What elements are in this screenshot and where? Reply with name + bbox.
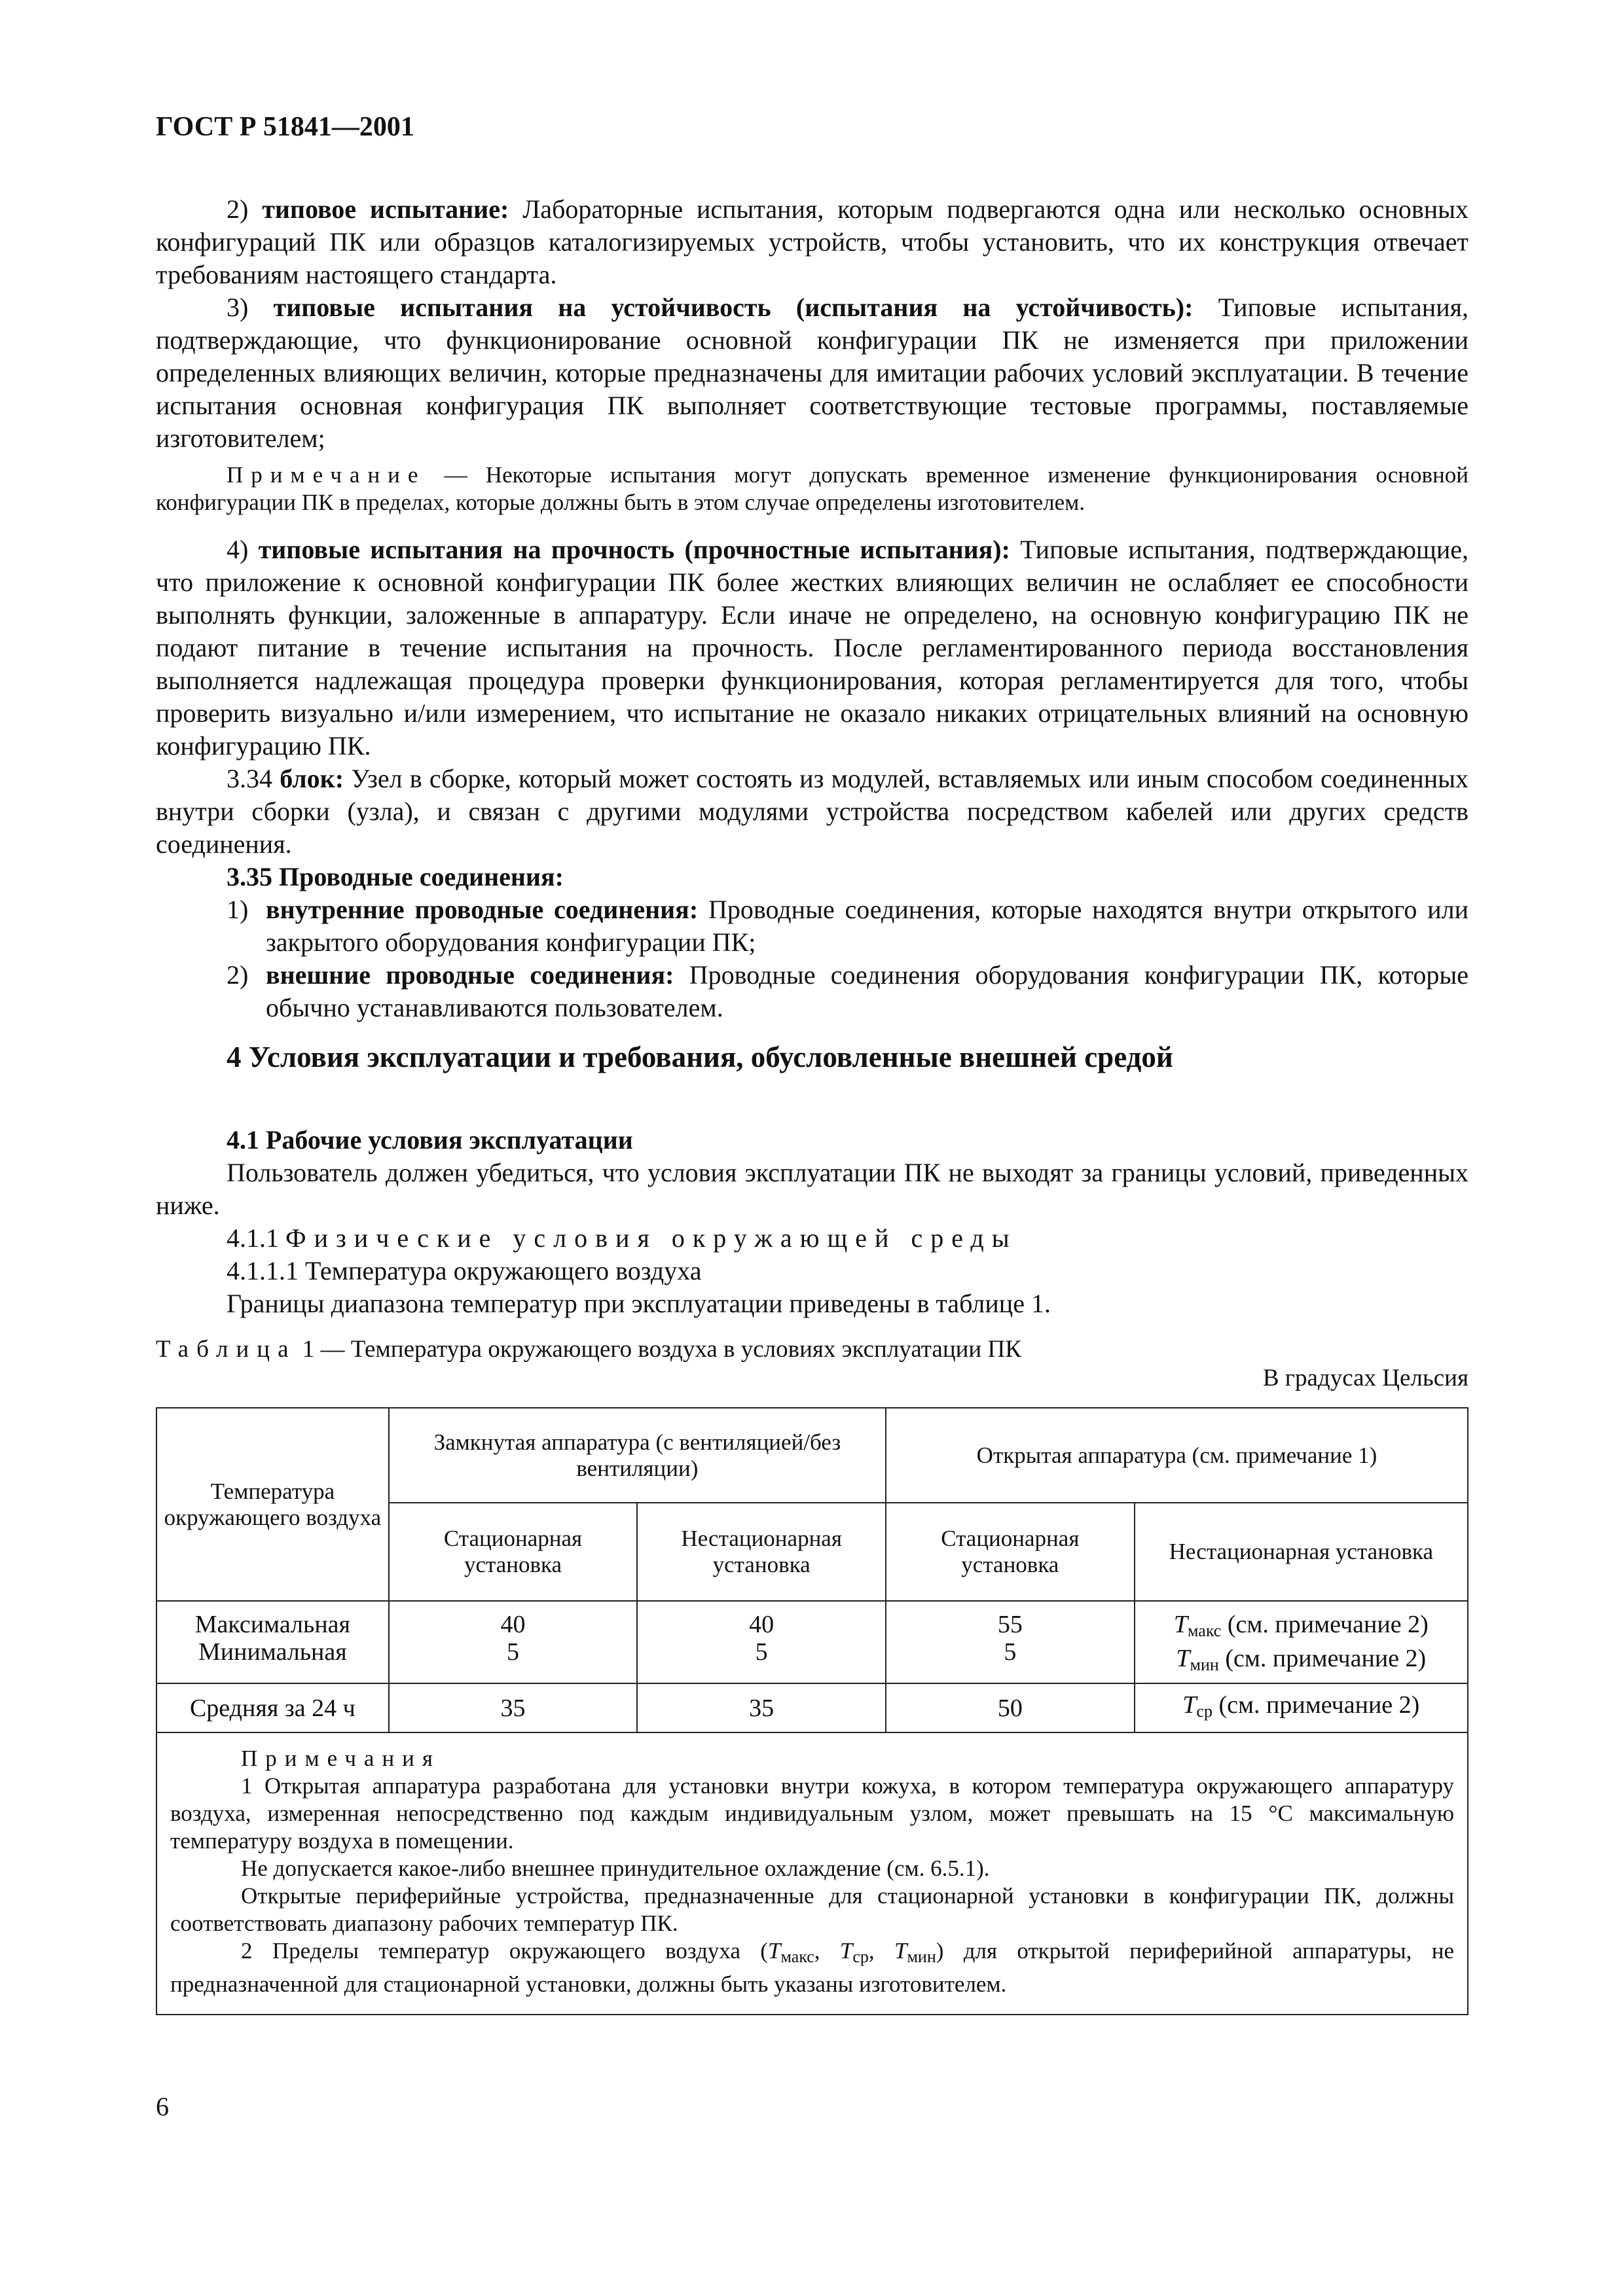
table-cell: 35 [389,1683,638,1732]
definition-term: типовое испытание: [262,194,509,224]
note: Примечание — Некоторые испытания могут допускать временное изменение функционирования основной конфигурации ПК в пределах, которые должны быть в этом случае определены изготовителем. [156,462,1468,515]
table-cell: 50 [886,1683,1135,1732]
notes-title: Примечания [241,1746,441,1771]
definition-item: 2) типовое испытание: Лабораторные испытания, которым подвергаются одна или несколько основных конфигураций ПК или образцов каталогизируемых устройств, чтобы установить, что их конструкция отвечает требованиям настоящего стандарта. [156,194,1469,289]
header-temp: Температура окружающего воздуха [156,1408,389,1601]
paragraph: Пользователь должен убедиться, что условия эксплуатации ПК не выходят за границы условий, приведенных ниже. [156,1158,1468,1220]
paragraph: Границы диапазона температур при эксплуатации приведены в таблице 1. [227,1289,1051,1318]
note-block [156,461,1468,516]
definition-item: 3.34 блок: Узел в сборке, который может состоять из модулей, вставляемых или иным способом соединенных внутри сборки (узла), и связан с другими модулями устройства посредством кабелей или других средств соединения. [156,764,1469,859]
table-cell: 40 5 [637,1601,886,1683]
row-labels: Максимальная Минимальная [156,1601,389,1683]
table-caption: Таблица 1 — Температура окружающего воздуха в условиях эксплуатации ПК В градусах Цельсия [156,1336,1468,1391]
paragraph: 4.1.1 Физические условия окружающей среды [227,1223,1017,1253]
header-nonstationary: Нестационарная установка [637,1503,886,1601]
table-1 [156,1407,1468,2015]
table-note: 2 Пределы температур окружающего воздуха ($T_{макс}$, $T_{ср}$, $T_{мин}$) для открытой периферийной аппаратуры, не предназначенной для стационарной установки, должны быть указаны изготовителем. [170,1938,1455,1997]
paragraph: 4.1.1.1 Температура окружающего воздуха [227,1256,702,1285]
table-cell: $T_{ср}$ (см. примечание 2) [1135,1683,1468,1732]
definitions-block-2 [156,533,1468,1024]
temperature-table [156,1407,1468,2015]
table-note: Открытые периферийные устройства, предназначенные для стационарной установки в конфигурации ПК, должны соответствовать диапазону рабочих температур ПК. [170,1883,1454,1936]
table-units: В градусах Цельсия [1262,1365,1468,1391]
definition-item: 3) типовые испытания на устойчивость (испытания на устойчивость): Типовые испытания, подтверждающие, что функционирование основной конфигурации ПК не изменяется при приложении определенных влияющих величин, которые предназначены для имитации рабочих условий эксплуатации. В течение испытания основная конфигурация ПК выполняет соответствующие тестовые программы, поставляемые изготовителем; [156,293,1469,453]
section-4 [156,1041,1468,1073]
definition-item: 4) типовые испытания на прочность (прочностные испытания): Типовые испытания, подтверждающие, что приложение к основной конфигурации ПК более жестких влияющих величин не ослабляет ее способности выполнять функции, заложенные в аппаратуру. Если иначе не определено, на основную конфигурацию ПК не подают питание в течение испытания на прочность. После регламентированного периода восстановления выполняется надлежащая процедура проверки функционирования, которая регламентируется для того, чтобы проверить визуально и/или измерением, что испытание не оказало никаких отрицательных влияний на основную конфигурацию ПК. [156,535,1469,761]
subsection-title: 3.35 Проводные соединения: [227,862,564,891]
definition-term: блок: [280,764,344,793]
page-number: 6 [156,2092,169,2121]
list-item: 2) внешние проводные соединения: Проводные соединения оборудования конфигурации ПК, которые обычно устанавливаются пользователем. [227,960,1468,1022]
subsection-title: 4.1 Рабочие условия эксплуатации [227,1125,633,1155]
table-cell: 35 [637,1683,886,1732]
note-label: Примечание [227,462,426,488]
document-header: ГОСТ Р 51841—2001 [156,112,414,142]
table-note: Не допускается какое-либо внешнее принудительное охлаждение (см. 6.5.1). [241,1856,990,1881]
table-cell: 55 5 [886,1601,1135,1683]
definition-term: типовые испытания на прочность (прочностные испытания): [258,535,1010,564]
table-cell: $T_{макс}$ (см. примечание 2) $T_{мин}$ (см. примечание 2) [1135,1601,1468,1683]
header-nonstationary: Нестационарная установка [1135,1503,1468,1601]
definition-term: типовые испытания на устойчивость (испытания на устойчивость): [273,293,1194,322]
section-title: 4 Условия эксплуатации и требования, обусловленные внешней средой [227,1041,1173,1073]
list-item: 1) внутренние проводные соединения: Проводные соединения, которые находятся внутри открытого или закрытого оборудования конфигурации ПК; [227,895,1468,957]
header-closed: Замкнутая аппаратура (с вентиляцией/без вентиляции) [389,1408,886,1503]
section-4-body [156,1124,1468,1320]
header-stationary: Стационарная установка [886,1503,1135,1601]
definitions-block [156,193,1468,455]
table-cell: 40 5 [389,1601,638,1683]
row-label: Средняя за 24 ч [156,1683,389,1732]
header-open: Открытая аппаратура (см. примечание 1) [886,1408,1468,1503]
table-note: 1 Открытая аппаратура разработана для установки внутри кожуха, в котором температура окружающего аппаратуру воздуха, измеренная непосредственно под каждым индивидуальным узлом, может превышать на 15 °С максимальную температуру воздуха в помещении. [170,1773,1454,1854]
header-stationary: Стационарная установка [389,1503,638,1601]
table-notes [156,1732,1468,2015]
